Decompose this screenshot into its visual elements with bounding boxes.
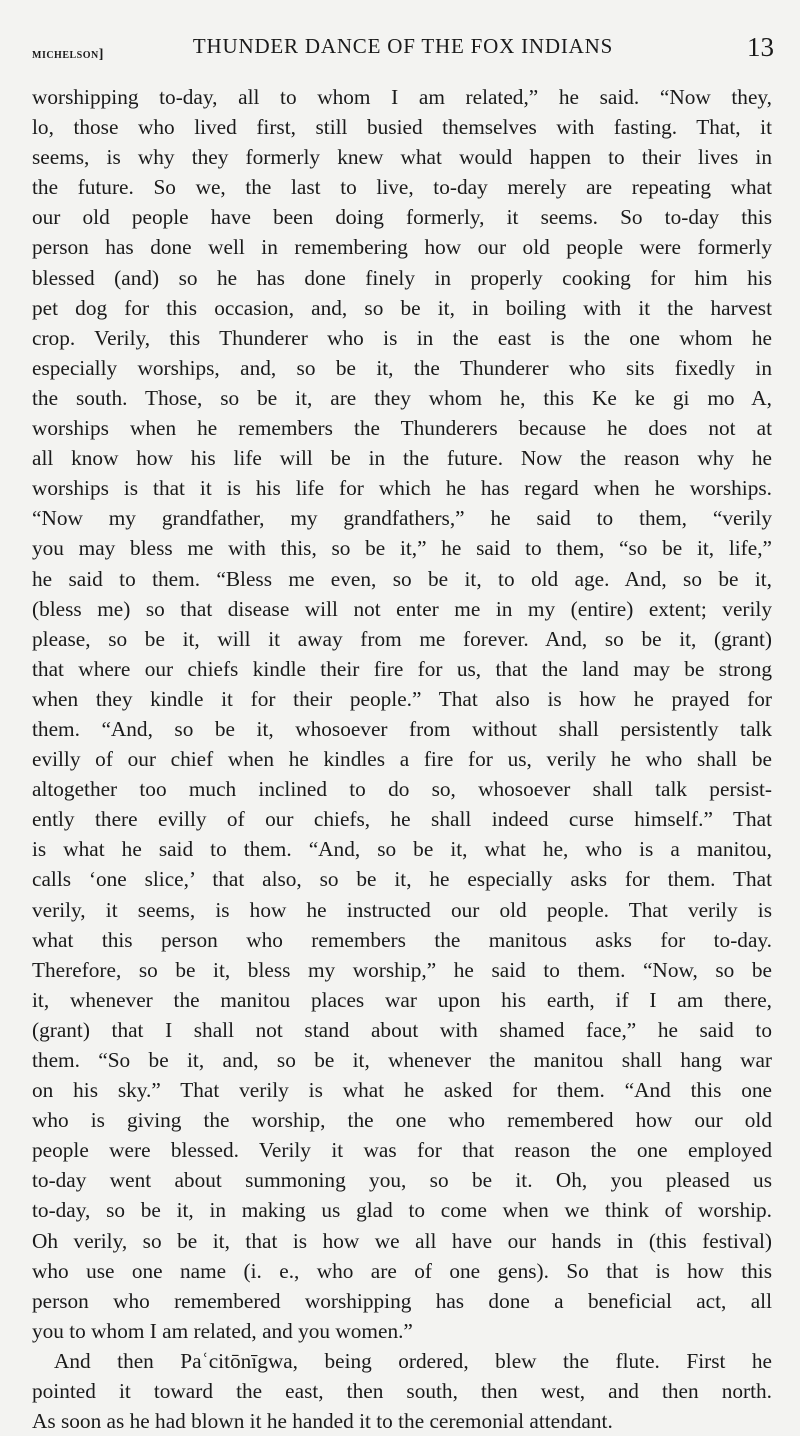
body-text — [32, 82, 772, 1436]
text-line: that where our chiefs kindle their fire for us, that the land may be strong — [32, 656, 772, 681]
text-line: evilly of our chief when he kindles a fire for us, verily he who shall be — [32, 747, 772, 772]
text-line: especially worships, and, so be it, the Thunderer who sits fixedly in — [32, 355, 772, 380]
text-line: is what he said to them. “And, so be it, what he, who is a manitou, — [32, 837, 772, 862]
text-line: “Now my grandfather, my grandfathers,” he said to them, “verily — [32, 506, 772, 531]
text-line: lo, those who lived first, still busied themselves with fasting. That, it — [32, 115, 772, 140]
text-line: people were blessed. Verily it was for that reason the one employed — [32, 1138, 772, 1163]
text-line: please, so be it, will it away from me forever. And, so be it, (grant) — [32, 626, 772, 651]
text-line: altogether too much inclined to do so, whosoever shall talk persist- — [32, 777, 772, 802]
page-number: 13 — [747, 32, 774, 62]
text-line: And then Paʿcitōnīgwa, being ordered, blew the flute. First he — [54, 1348, 772, 1373]
text-line: verily, it seems, is how he instructed our old people. That verily is — [32, 897, 772, 922]
text-line: it, whenever the manitou places war upon his earth, if I am there, — [32, 987, 772, 1012]
text-line: who is giving the worship, the one who remembered how our old — [32, 1108, 772, 1133]
text-line: you to whom I am related, and you women.” — [32, 1318, 413, 1343]
text-line: person has done well in remembering how our old people were formerly — [32, 235, 772, 260]
text-line: what this person who remembers the manitous asks for to-day. — [32, 927, 772, 952]
text-line: on his sky.” That verily is what he asked for them. “And this one — [32, 1078, 772, 1103]
text-line: worships when he remembers the Thunderers because he does not at — [32, 416, 772, 441]
text-line: our old people have been doing formerly, it seems. So to-day this — [32, 205, 772, 230]
running-head-title: THUNDER DANCE OF THE FOX INDIANS — [192, 34, 614, 58]
text-line: As soon as he had blown it he handed it to the ceremonial attendant. — [32, 1409, 613, 1434]
text-line: all know how his life will be in the future. Now the reason why he — [32, 446, 772, 471]
text-line: he said to them. “Bless me even, so be it, to old age. And, so be it, — [32, 566, 772, 591]
text-line: when they kindle it for their people.” That also is how he prayed for — [32, 686, 772, 711]
text-line: the south. Those, so be it, are they whom he, this Ke ke gi mo A, — [32, 385, 772, 410]
text-line: worshipping to-day, all to whom I am related,” he said. “Now they, — [32, 85, 772, 109]
text-line: (bless me) so that disease will not enter me in my (entire) extent; verily — [32, 596, 772, 621]
text-line: to-day went about summoning you, so be it. Oh, you pleased us — [32, 1168, 772, 1193]
running-head-author: michelson] — [32, 47, 104, 62]
text-line: seems, is why they formerly knew what would happen to their lives in — [32, 145, 772, 170]
text-line: Oh verily, so be it, that is how we all have our hands in (this festival) — [32, 1228, 772, 1253]
text-line: the future. So we, the last to live, to-day merely are repeating what — [32, 175, 772, 200]
text-line: ently there evilly of our chiefs, he shall indeed curse himself.” That — [32, 807, 772, 832]
text-line: blessed (and) so he has done finely in properly cooking for him his — [32, 265, 772, 290]
text-line: worships is that it is his life for which he has regard when he worships. — [32, 476, 772, 501]
text-line: (grant) that I shall not stand about with shamed face,” he said to — [32, 1017, 772, 1042]
text-line: them. “So be it, and, so be it, whenever the manitou shall hang war — [32, 1048, 772, 1072]
text-line: to-day, so be it, in making us glad to come when we think of worship. — [32, 1198, 772, 1223]
text-line: pointed it toward the east, then south, then west, and then north. — [32, 1379, 772, 1404]
text-line: you may bless me with this, so be it,” he said to them, “so be it, life,” — [32, 536, 772, 561]
text-line: pet dog for this occasion, and, so be it, in boiling with it the harvest — [32, 295, 772, 320]
text-line: crop. Verily, this Thunderer who is in the east is the one whom he — [32, 325, 772, 350]
text-line: calls ‘one slice,’ that also, so be it, he especially asks for them. That — [32, 867, 772, 892]
text-line: them. “And, so be it, whosoever from without shall persistently talk — [32, 716, 772, 741]
text-line: who use one name (i. e., who are of one gens). So that is how this — [32, 1258, 772, 1283]
running-head — [32, 34, 774, 64]
text-line: person who remembered worshipping has done a beneficial act, all — [32, 1288, 772, 1313]
paragraph — [32, 82, 772, 1346]
text-line: Therefore, so be it, bless my worship,” he said to them. “Now, so be — [32, 957, 772, 982]
paragraph — [32, 1346, 772, 1436]
